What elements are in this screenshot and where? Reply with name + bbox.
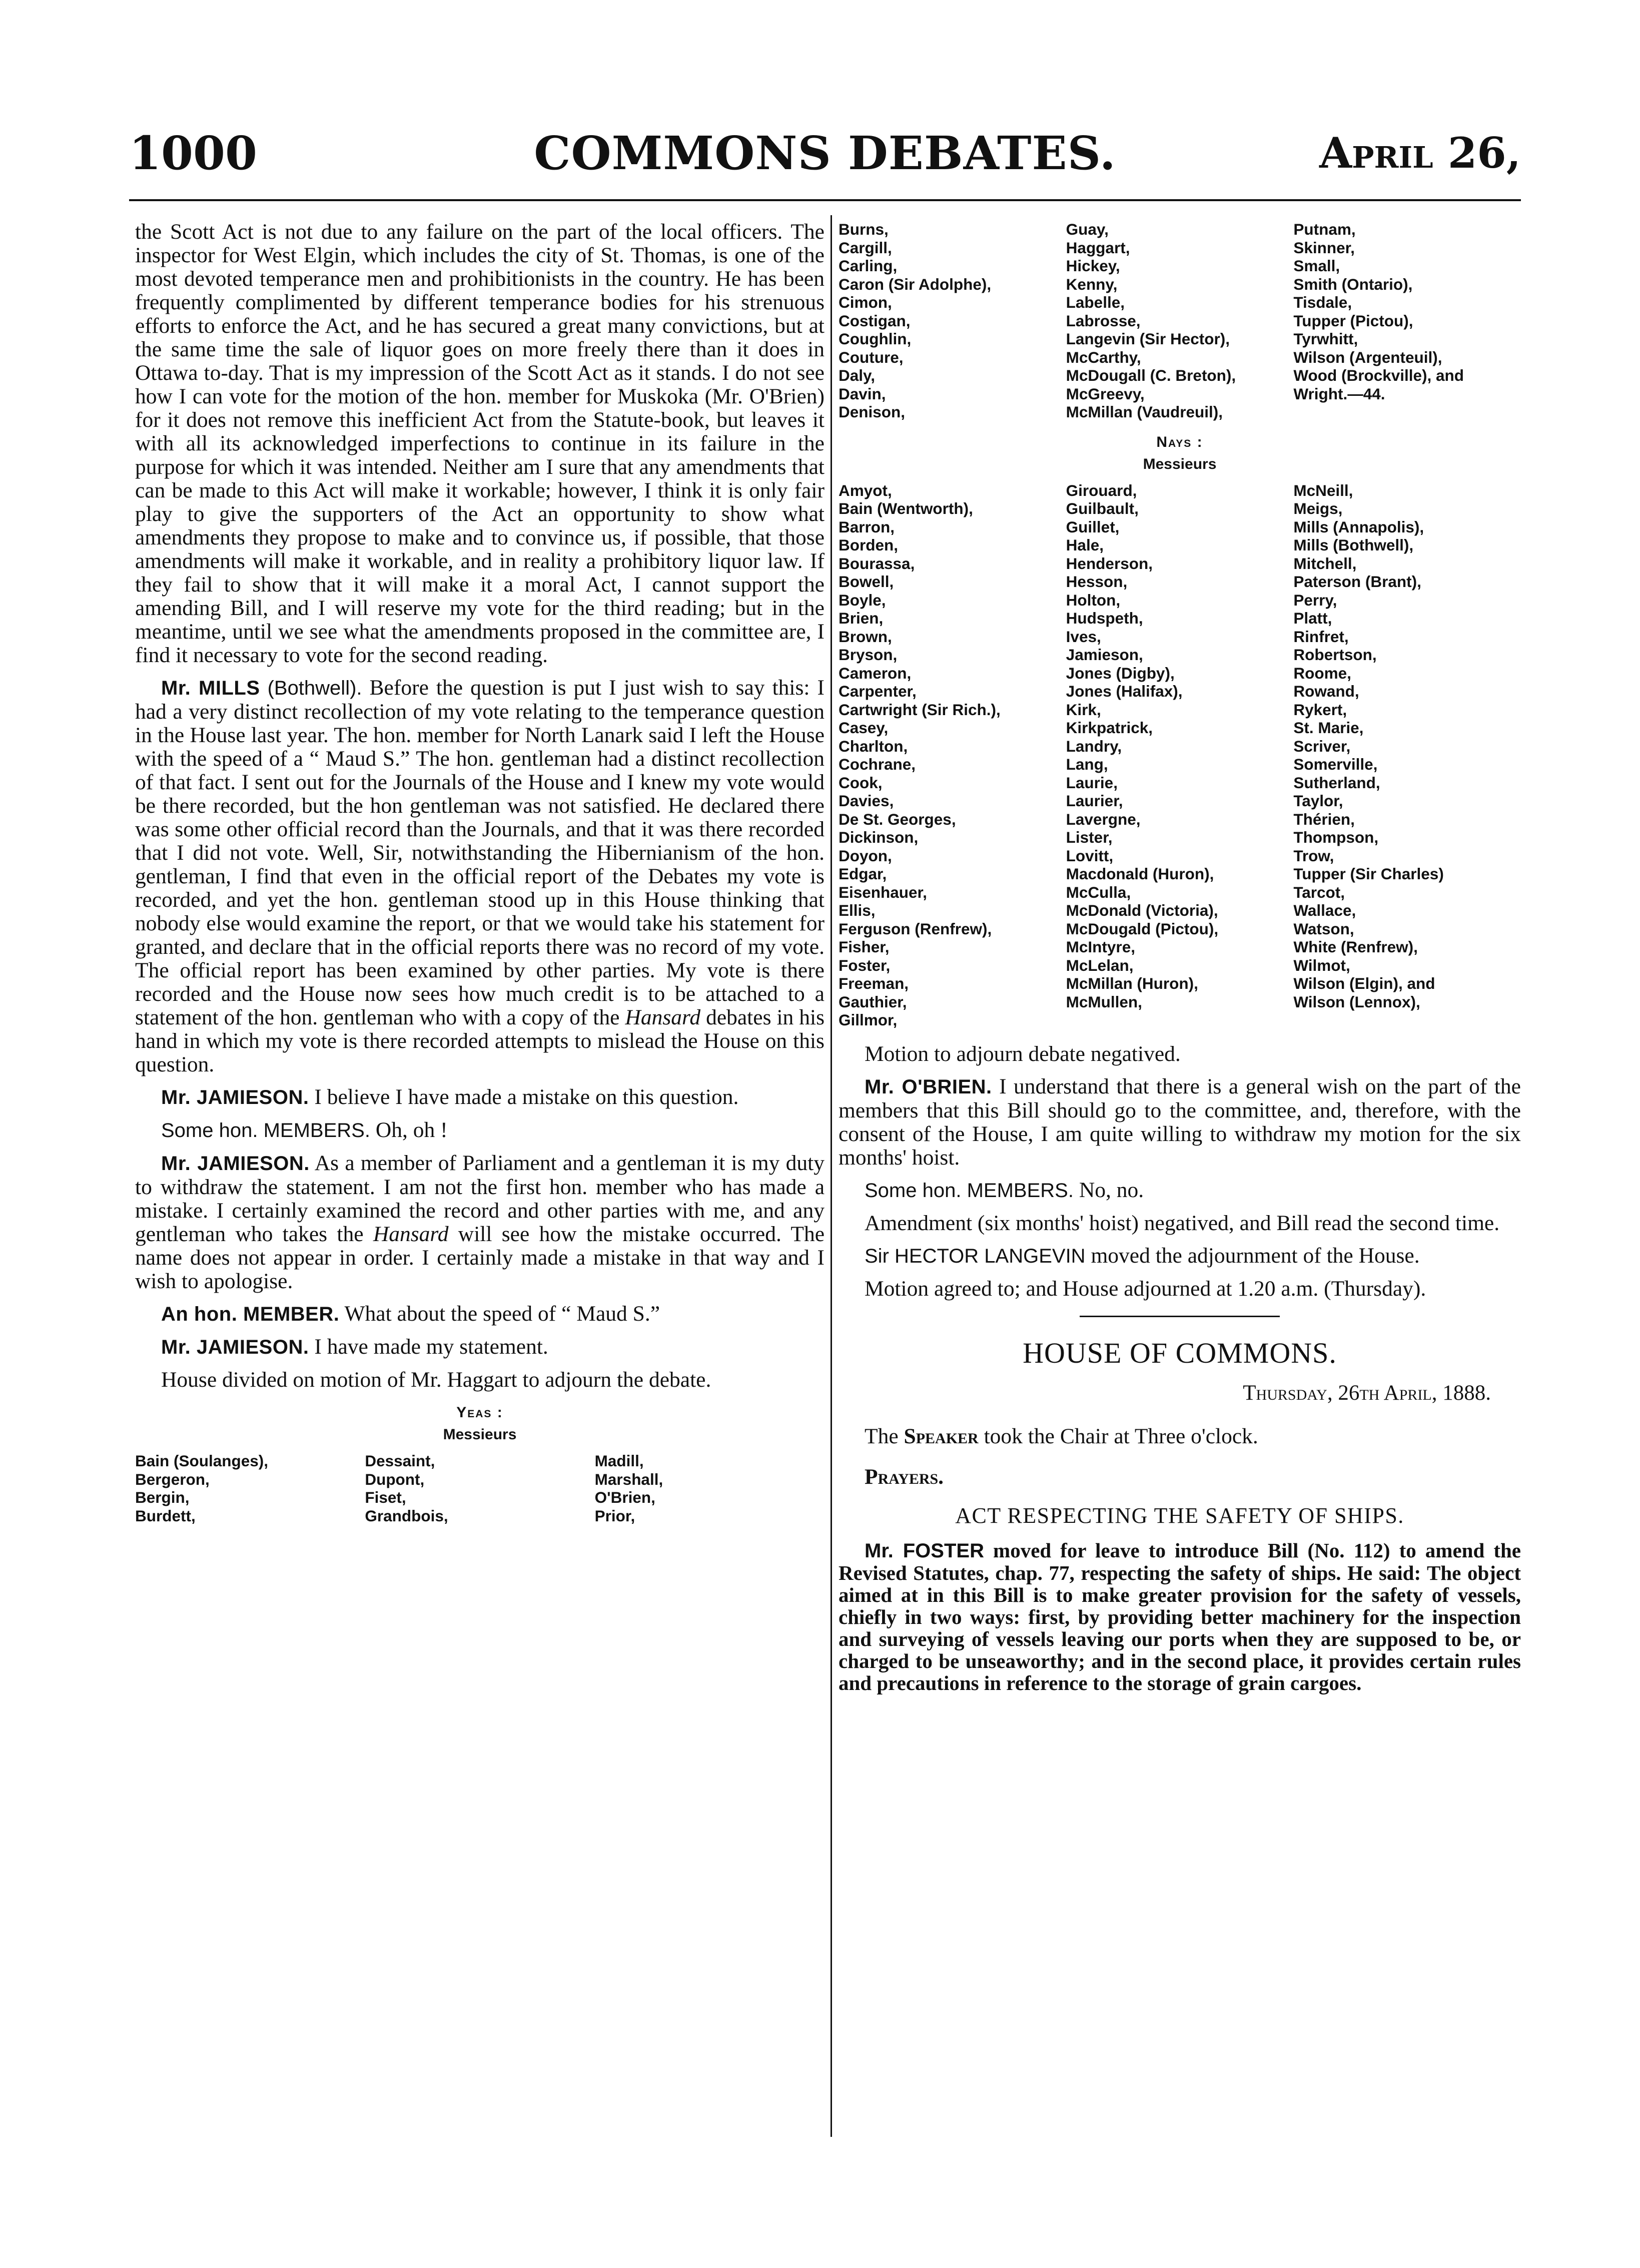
yeas-col: [1293, 220, 1521, 421]
member-name: Dupont,: [365, 1470, 425, 1488]
member-name: Bourassa,: [839, 554, 915, 573]
member-name: Eisenhauer,: [839, 883, 927, 901]
member-name: O'Brien,: [594, 1488, 655, 1506]
yeas-col: [839, 220, 1066, 421]
member-name: Guillet,: [1066, 517, 1120, 536]
member-name: Trow,: [1293, 846, 1334, 865]
foster-text-1: moved for leave to introduce Bill (No. 112) to amend the Revised Statutes, chap. 77, respecting the safety of ships.: [839, 1538, 1521, 1584]
member-name: Tyrwhitt,: [1293, 330, 1358, 348]
member-name: Kirk,: [1066, 700, 1101, 719]
member-name: Wood (Brockville), and: [1293, 366, 1464, 384]
member-name: Sutherland,: [1293, 773, 1380, 792]
member-name: Rowand,: [1293, 682, 1359, 700]
member-name: Brien,: [839, 609, 884, 627]
paragraph-amendment: Amendment (six months' hoist) negatived, and Bill read the second time.: [865, 1211, 1500, 1235]
jamieson-2-text-end: will see how the mistake occurred. The name does not appear in order. I certainly made a mistake in that way and I wish to apologise.: [135, 1222, 825, 1293]
member-name: McIntyre,: [1066, 938, 1135, 956]
paragraph-jamieson-2: [135, 1152, 825, 1293]
nays-col: [839, 481, 1066, 1029]
right-column: [839, 220, 1521, 1694]
member-name: Cargill,: [839, 238, 892, 257]
member-name: Davies,: [839, 792, 894, 810]
yeas-heading: Yeas :: [456, 1404, 503, 1421]
member-name: Henderson,: [1066, 554, 1153, 573]
header-date: April 26,: [1319, 128, 1521, 178]
member-name: Costigan,: [839, 311, 911, 330]
nays-col: [1293, 481, 1521, 1029]
member-name: Putnam,: [1293, 220, 1356, 238]
member-name: Jones (Digby),: [1066, 664, 1175, 682]
nays-list: [839, 481, 1521, 1029]
member-name: Smith (Ontario),: [1293, 275, 1413, 293]
member-name: McDonald (Victoria),: [1066, 901, 1218, 919]
member-name: Casey,: [839, 719, 889, 737]
member-name: Cook,: [839, 773, 883, 792]
member-name: Carling,: [839, 257, 898, 275]
member-name: Mills (Bothwell),: [1293, 536, 1414, 554]
speaker-obrien: Mr. O'BRIEN.: [865, 1075, 992, 1098]
member-name: Ferguson (Renfrew),: [839, 919, 992, 938]
speaker-smallcaps: Speaker: [904, 1424, 979, 1448]
member-name: Gauthier,: [839, 992, 907, 1011]
paragraph-jamieson-3: [135, 1335, 825, 1359]
nays-col: [1066, 481, 1294, 1029]
member-name: Landry,: [1066, 737, 1122, 755]
member-name: Marshall,: [594, 1470, 663, 1488]
member-name: St. Marie,: [1293, 719, 1364, 737]
nays-messieurs: Messieurs: [1143, 455, 1217, 472]
member-name: Wallace,: [1293, 901, 1356, 919]
member-name: White (Renfrew),: [1293, 938, 1418, 956]
member-name: Bryson,: [839, 646, 898, 664]
member-name: Kirkpatrick,: [1066, 719, 1153, 737]
mills-text-end: debates in his hand in which my vote is there recorded attempts to mislead the House on this question.: [135, 1005, 825, 1076]
member-name: Doyon,: [839, 846, 892, 865]
member-name: Cochrane,: [839, 755, 916, 773]
house-of-commons-title: HOUSE OF COMMONS.: [1023, 1336, 1337, 1369]
jamieson-2-text: As a member of Parliament and a gentleman it is my duty to withdraw the statement. I am not the first hon. member who has made a mistake. I certainly examined the record and other parties with me, and any gentleman who takes the: [135, 1151, 825, 1246]
paragraph-adjourn-negatived: Motion to adjourn debate negatived.: [865, 1041, 1181, 1066]
member-name: Jones (Halifax),: [1066, 682, 1183, 700]
paragraph-foster: [839, 1539, 1521, 1694]
page-number: 1000: [129, 126, 258, 180]
speaker-mills: Mr. MILLS: [161, 677, 260, 699]
member-name: Somerville,: [1293, 755, 1378, 773]
member-name: Macdonald (Huron),: [1066, 865, 1214, 883]
member-name: Kenny,: [1066, 275, 1118, 293]
member-name: Jamieson,: [1066, 646, 1143, 664]
member-name: Lister,: [1066, 828, 1113, 846]
member-name: Labrosse,: [1066, 311, 1141, 330]
some-members-2-text: No, no.: [1079, 1178, 1144, 1202]
mills-text: Before the question is put I just wish to say this: I had a very distinct recollection of my vote relating to the temperance question in the House last year. The hon. member for North Lanark said I left the House with the speed of a “ Maud S.” The hon. gentleman had a distinct recollection of that fact. I sent out for the Journals of the House and I knew my vote would be there recorded, but the hon gentleman was not satisfied. He declared there was some other official record than the Journals, and that it was there recorded that I did not vote. Well, Sir, notwithstanding the Hibernianism of the hon. gentleman, I find that even in the official report of the Debates my vote is recorded, and yet the hon. gentleman stood up in this House thinking that nobody else would examine the report, or that we would take his statement for granted, and declare that in the official reports there was no record of my vote. The official report has been examined by other parties. My vote is there recorded and the House now sees how much credit is to be attached to a statement of the hon. gentleman who with a copy of the: [135, 676, 825, 1029]
hansard-italic-1: Hansard: [625, 1005, 701, 1029]
member-name: Bergin,: [135, 1488, 190, 1506]
some-members-1-text: Oh, oh !: [375, 1118, 448, 1142]
member-name: Cameron,: [839, 664, 912, 682]
member-name: McCulla,: [1066, 883, 1131, 901]
member-name: Laurier,: [1066, 792, 1123, 810]
yeas-col: [365, 1452, 594, 1525]
member-name: Labelle,: [1066, 293, 1125, 311]
publication-title: COMMONS DEBATES.: [534, 126, 1116, 180]
member-name: Hickey,: [1066, 257, 1120, 275]
member-name: Prior,: [594, 1506, 635, 1525]
member-name: McLelan,: [1066, 956, 1134, 974]
paragraph-hon-member: [135, 1302, 825, 1326]
speaker-jamieson: Mr. JAMIESON.: [161, 1153, 310, 1175]
paragraph-agreed: Motion agreed to; and House adjourned at 1.20 a.m. (Thursday).: [865, 1276, 1426, 1301]
yeas-col: [1066, 220, 1294, 421]
paragraph-some-members-2: [839, 1179, 1521, 1203]
sitting-date: Thursday, 26th April, 1888.: [1243, 1381, 1491, 1405]
member-name: McNeill,: [1293, 481, 1353, 499]
speaker-hon-member: An hon. MEMBER.: [161, 1303, 340, 1325]
obrien-text: I understand that there is a general wish on the part of the members that this Bill should go to the committee, and, therefore, with the consent of the House, I am quite willing to withdraw my motion for the six months' hoist.: [839, 1074, 1521, 1170]
foster-text-2: He said: The object aimed at in this Bill is to make greater provision for the safety of vessels, chiefly in two ways: first, by providing better machinery for the inspection and surveying of vessels leaving our ports when they are supposed to be, or charged to be unseaworthy; and in the second place, it provides certain rules and precautions in reference to the storage of grain cargoes.: [839, 1561, 1521, 1694]
paragraph-langevin: [839, 1244, 1521, 1268]
member-name: Freeman,: [839, 974, 909, 992]
jamieson-3-text: I have made my statement.: [314, 1335, 548, 1359]
member-name: Wilmot,: [1293, 956, 1350, 974]
member-name: Ives,: [1066, 627, 1101, 646]
member-name: Charlton,: [839, 737, 908, 755]
member-name: Burdett,: [135, 1506, 196, 1525]
member-name: Lavergne,: [1066, 810, 1141, 828]
member-name: Thérien,: [1293, 810, 1355, 828]
member-name: Tisdale,: [1293, 293, 1352, 311]
paragraph-speaker-chair: [839, 1425, 1521, 1448]
member-name: Wilson (Elgin), and: [1293, 974, 1435, 992]
member-name: Roome,: [1293, 664, 1351, 682]
speaker-jamieson: Mr. JAMIESON.: [161, 1086, 309, 1108]
member-name: Tarcot,: [1293, 883, 1345, 901]
member-name: Amyot,: [839, 481, 892, 499]
member-name: Hesson,: [1066, 573, 1128, 591]
member-name: Boyle,: [839, 591, 886, 609]
member-name: Paterson (Brant),: [1293, 573, 1421, 591]
prayers-heading: [839, 1465, 1521, 1489]
yeas-col: [135, 1452, 365, 1525]
member-name: Mitchell,: [1293, 554, 1357, 573]
speaker-some-members: Some hon. MEMBERS.: [161, 1119, 370, 1142]
nays-heading: Nays :: [1156, 433, 1203, 450]
member-name: Skinner,: [1293, 238, 1355, 257]
yeas-messieurs: Messieurs: [443, 1426, 517, 1443]
paragraph-mills: [135, 676, 825, 1076]
member-name: Hudspeth,: [1066, 609, 1143, 627]
member-name: Cartwright (Sir Rich.),: [839, 700, 1001, 719]
paragraph-some-members-1: [135, 1118, 825, 1143]
member-name: Foster,: [839, 956, 891, 974]
member-name: Watson,: [1293, 919, 1354, 938]
member-name: McDougall (C. Breton),: [1066, 366, 1236, 384]
member-name: Bain (Wentworth),: [839, 499, 973, 517]
section-divider: [1080, 1316, 1280, 1317]
member-name: Robertson,: [1293, 646, 1377, 664]
member-name: Daly,: [839, 366, 875, 384]
member-name: Dessaint,: [365, 1452, 435, 1470]
member-name: Holton,: [1066, 591, 1121, 609]
member-name: Guay,: [1066, 220, 1109, 238]
member-name: Gillmor,: [839, 1011, 898, 1029]
jamieson-1-text: I believe I have made a mistake on this question.: [314, 1085, 739, 1109]
member-name: Ellis,: [839, 901, 876, 919]
member-name: Mills (Annapolis),: [1293, 517, 1424, 536]
hansard-italic-2: Hansard: [373, 1222, 449, 1246]
member-name: Davin,: [839, 384, 886, 403]
paragraph-jamieson-1: [135, 1085, 825, 1109]
member-name: Denison,: [839, 403, 906, 421]
member-name: Small,: [1293, 257, 1340, 275]
yeas-col: [595, 1452, 825, 1525]
speaker-some-members: Some hon. MEMBERS.: [865, 1179, 1074, 1202]
speaker-chair-post: took the Chair at Three o'clock.: [984, 1424, 1258, 1448]
member-name: Grandbois,: [365, 1506, 448, 1525]
member-name: Rinfret,: [1293, 627, 1349, 646]
member-name: Caron (Sir Adolphe),: [839, 275, 992, 293]
member-name: Wilson (Argenteuil),: [1293, 348, 1442, 366]
member-name: McMillan (Vaudreuil),: [1066, 403, 1223, 421]
member-name: De St. Georges,: [839, 810, 956, 828]
member-name: Guilbault,: [1066, 499, 1139, 517]
member-name: McCarthy,: [1066, 348, 1141, 366]
member-name: Madill,: [594, 1452, 644, 1470]
member-name: Bergeron,: [135, 1470, 210, 1488]
member-name: Fisher,: [839, 938, 890, 956]
member-name: McGreevy,: [1066, 384, 1145, 403]
member-name: Bowell,: [839, 573, 894, 591]
hon-member-text: What about the speed of “ Maud S.”: [344, 1302, 660, 1326]
member-name: Bain (Soulanges),: [135, 1452, 269, 1470]
member-name: Brown,: [839, 627, 892, 646]
member-name: Barron,: [839, 517, 895, 536]
paragraph-division: House divided on motion of Mr. Haggart to adjourn the debate.: [161, 1368, 711, 1392]
member-name: Wright.—44.: [1293, 384, 1385, 403]
member-name: McMillan (Huron),: [1066, 974, 1198, 992]
member-name: Edgar,: [839, 865, 887, 883]
member-name: Burns,: [839, 220, 889, 238]
yeas-list-start: [135, 1452, 825, 1525]
prayers-label: Prayers.: [865, 1464, 944, 1489]
member-name: Scriver,: [1293, 737, 1351, 755]
paragraph-obrien: [839, 1075, 1521, 1170]
member-name: Carpenter,: [839, 682, 917, 700]
member-name: Perry,: [1293, 591, 1337, 609]
speaker-langevin: Sir HECTOR LANGEVIN: [865, 1245, 1086, 1267]
member-name: Wilson (Lennox),: [1293, 992, 1420, 1011]
column-divider: [831, 215, 832, 2137]
member-name: Laurie,: [1066, 773, 1118, 792]
speaker-chair-pre: The: [865, 1424, 899, 1448]
member-name: Meigs,: [1293, 499, 1343, 517]
member-name: Thompson,: [1293, 828, 1379, 846]
yeas-list-continued: [839, 220, 1521, 421]
langevin-text: moved the adjournment of the House.: [1091, 1243, 1420, 1268]
member-name: Cimon,: [839, 293, 892, 311]
paragraph-scott-act: the Scott Act is not due to any failure on the part of the local officers. The inspector for West Elgin, which includes the city of St. Thomas, is one of the most devoted temperance men and prohibitionists in the country. He has been frequently complimented by different temperance bodies for his strenuous efforts to enforce the Act, and he has secured a great many convictions, but at the same time the sale of liquor goes on more freely there than it does in Ottawa to-day. That is my impression of the Scott Act as it stands. I do not see how I can vote for the motion of the hon. member for Muskoka (Mr. O'Brien) for it does not remove this inefficient Act from the Statute-book, but leaves it with all its acknowledged imperfections to continue in its failure in the purpose for which it was intended. Neither am I sure that any amendments that can be made to this Act will make it workable; however, I think it is only fair play to give the supporters of the Act an opportunity to show what amendments they propose to make and to convince us, if possible, that those amendments will make it workable, and in reality a prohibitory liquor law. If they fail to show that it will make it a moral Act, I cannot support the amending Bill, and I will reserve my vote for the third reading; but in the meantime, until we see what the amendments proposed in the committee are, I find it necessary to vote for the second reading.: [135, 220, 825, 667]
speaker-jamieson: Mr. JAMIESON.: [161, 1336, 309, 1358]
left-column: [135, 220, 825, 1525]
member-name: Taylor,: [1293, 792, 1343, 810]
member-name: Hale,: [1066, 536, 1104, 554]
member-name: Rykert,: [1293, 700, 1347, 719]
member-name: Couture,: [839, 348, 904, 366]
page-header: [129, 126, 1521, 191]
header-rule: [129, 199, 1521, 201]
member-name: Haggart,: [1066, 238, 1130, 257]
member-name: Lang,: [1066, 755, 1108, 773]
member-name: Lovitt,: [1066, 846, 1114, 865]
member-name: Platt,: [1293, 609, 1332, 627]
member-name: Langevin (Sir Hector),: [1066, 330, 1230, 348]
speaker-foster: Mr. FOSTER: [865, 1539, 984, 1562]
member-name: Tupper (Pictou),: [1293, 311, 1413, 330]
member-name: Girouard,: [1066, 481, 1137, 499]
member-name: McDougald (Pictou),: [1066, 919, 1219, 938]
member-name: Fiset,: [365, 1488, 406, 1506]
member-name: Dickinson,: [839, 828, 919, 846]
act-title: ACT RESPECTING THE SAFETY OF SHIPS.: [955, 1503, 1404, 1528]
member-name: Borden,: [839, 536, 899, 554]
speaker-mills-riding: (Bothwell).: [267, 677, 362, 699]
member-name: McMullen,: [1066, 992, 1142, 1011]
member-name: Coughlin,: [839, 330, 912, 348]
member-name: Tupper (Sir Charles): [1293, 865, 1444, 883]
